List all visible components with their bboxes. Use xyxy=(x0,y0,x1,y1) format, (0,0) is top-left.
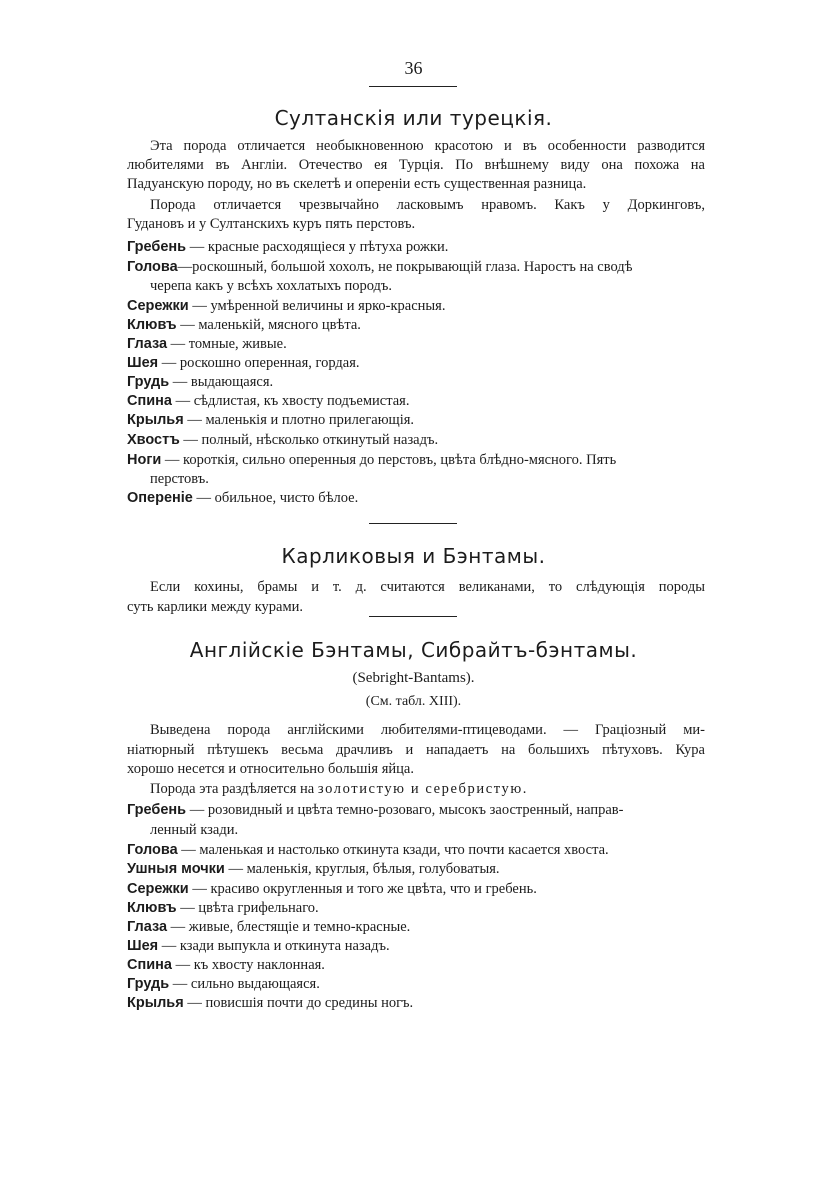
trait-text: — полный, нѣсколько откинутый назадъ. xyxy=(179,432,439,448)
trait-text: — повисшія почти до средины ногъ. xyxy=(183,995,414,1011)
trait-line xyxy=(127,373,705,392)
trait-term: Клювъ xyxy=(127,900,177,916)
plate-reference: (См. табл. XIII). xyxy=(365,694,462,709)
trait-line xyxy=(127,880,705,899)
trait-term: Гребень xyxy=(127,802,187,818)
trait-text: — кзади выпукла и откинута назадъ. xyxy=(158,938,390,954)
trait-line xyxy=(127,489,705,508)
trait-line xyxy=(127,392,705,411)
dwarf-paragraph-line: суть карлики между курами. xyxy=(127,599,304,615)
dwarf-paragraph-line: Если кохины, брамы и т. д. считаются великанами, то слѣдующія породы xyxy=(150,579,705,595)
trait-term: Крылья xyxy=(127,412,184,428)
trait-text: —роскошный, большой хохолъ, не покрывающій глаза. Наростъ на сводѣ xyxy=(177,259,633,275)
sultan-paragraph-2-line: Порода отличается чрезвычайно ласковымъ нравомъ. Какъ у Доркинговъ, xyxy=(150,197,705,213)
trait-text: — обильное, чисто бѣлое. xyxy=(192,490,359,506)
paragraph-2-lead: Порода эта раздѣляется на xyxy=(150,781,318,797)
trait-term: Гребень xyxy=(127,239,187,255)
trait-line xyxy=(127,335,705,354)
trait-text: черепа какъ у всѣхъ хохлатыхъ породъ. xyxy=(150,278,393,294)
sultan-paragraph-1-line: Падуанскую породу, но въ скелетѣ и опереніи есть существенная разница. xyxy=(127,176,587,192)
trait-line xyxy=(127,354,705,373)
trait-term: Шея xyxy=(127,938,159,954)
trait-term: Хвостъ xyxy=(127,432,180,448)
trait-text: — маленькія и плотно прилегающія. xyxy=(183,412,415,428)
trait-term: Ноги xyxy=(127,452,162,468)
sebright-paragraph-2 xyxy=(150,780,705,799)
trait-text: — красные расходящіеся у пѣтуха рожки. xyxy=(186,239,449,255)
trait-term: Голова xyxy=(127,842,178,858)
trait-text: — сѣдлистая, къ хвосту подъемистая. xyxy=(171,393,410,409)
sultan-paragraph-2-line: Гудановъ и у Султанскихъ куръ пять перстовъ. xyxy=(127,216,416,232)
trait-line xyxy=(150,821,728,840)
trait-text: — розовидный и цвѣта темно-розоваго, мысокъ заостренный, направ- xyxy=(186,802,624,818)
trait-line xyxy=(127,937,705,956)
trait-line xyxy=(127,975,705,994)
trait-text: — живые, блестящіе и темно-красные. xyxy=(167,919,411,935)
trait-text: — маленькая и настолько откинута кзади, что почти касается хвоста. xyxy=(177,842,609,858)
sebright-paragraph-1-line: ніатюрный пѣтушекъ весьма драчливъ и нападаетъ на большихъ пѣтуховъ. Кура xyxy=(127,742,705,758)
section-divider xyxy=(369,523,457,524)
trait-line xyxy=(127,238,705,257)
trait-term: Спина xyxy=(127,393,172,409)
trait-text: — къ хвосту наклонная. xyxy=(171,957,325,973)
trait-line xyxy=(127,860,705,879)
trait-text: — маленькій, мясного цвѣта. xyxy=(176,317,361,333)
trait-term: Сережки xyxy=(127,881,189,897)
trait-line xyxy=(127,994,705,1013)
sultan-heading: Султанскія или турецкія. xyxy=(274,106,553,130)
trait-line xyxy=(127,297,705,316)
trait-text: — выдающаяся. xyxy=(169,374,274,390)
dwarf-heading: Карликовыя и Бэнтамы. xyxy=(281,544,546,568)
trait-line xyxy=(127,899,705,918)
trait-line xyxy=(127,801,705,820)
trait-line xyxy=(127,316,705,335)
trait-term: Грудь xyxy=(127,374,170,390)
trait-text: — роскошно оперенная, гордая. xyxy=(158,355,360,371)
trait-line xyxy=(127,451,705,470)
trait-term: Голова xyxy=(127,259,178,275)
trait-text: — умѣренной величины и ярко-красныя. xyxy=(188,298,446,314)
trait-line xyxy=(127,411,705,430)
trait-line xyxy=(150,470,728,489)
trait-term: Глаза xyxy=(127,919,168,935)
trait-term: Клювъ xyxy=(127,317,177,333)
trait-term: Ушныя мочки xyxy=(127,861,225,877)
trait-line xyxy=(127,258,705,277)
page-number-rule xyxy=(369,86,457,87)
trait-text: — сильно выдающаяся. xyxy=(169,976,320,992)
page-number: 36 xyxy=(404,58,423,78)
trait-line xyxy=(127,431,705,450)
paragraph-2-spaced-text: золотистую и серебристую. xyxy=(317,781,529,797)
trait-text: ленный кзади. xyxy=(150,822,239,838)
sebright-paragraph-1-line: Выведена порода англійскими любителями-птицеводами. — Граціозный ми- xyxy=(150,722,705,738)
sultan-paragraph-1-line: Эта порода отличается необыкновенною красотою и въ особенности разводится xyxy=(150,138,705,154)
trait-text: — цвѣта грифельнаго. xyxy=(176,900,319,916)
section-divider xyxy=(369,616,457,617)
trait-line xyxy=(127,918,705,937)
trait-line xyxy=(127,956,705,975)
trait-term: Опереніе xyxy=(127,490,193,506)
trait-term: Сережки xyxy=(127,298,189,314)
trait-line xyxy=(127,841,705,860)
sebright-latin-name: (Sebright-Bantams). xyxy=(352,670,475,686)
trait-term: Грудь xyxy=(127,976,170,992)
trait-text: перстовъ. xyxy=(150,471,209,487)
trait-text: — маленькія, круглыя, бѣлыя, голубоватыя. xyxy=(224,861,500,877)
sultan-paragraph-1-line: любителями въ Англіи. Отечество ея Турція. По внѣшнему виду она похожа на xyxy=(127,157,705,173)
trait-term: Шея xyxy=(127,355,159,371)
trait-text: — короткія, сильно оперенныя до перстовъ, цвѣта блѣдно-мясного. Пять xyxy=(161,452,617,468)
trait-term: Спина xyxy=(127,957,172,973)
trait-term: Крылья xyxy=(127,995,184,1011)
trait-line xyxy=(150,277,728,296)
sebright-paragraph-1-line: хорошо несется и относительно большія яйца. xyxy=(127,761,414,777)
trait-term: Глаза xyxy=(127,336,168,352)
trait-text: — красиво округленныя и того же цвѣта, что и гребень. xyxy=(188,881,537,897)
trait-text: — томные, живые. xyxy=(167,336,287,352)
sebright-heading: Англійскіе Бэнтамы, Сибрайтъ-бэнтамы. xyxy=(189,638,638,662)
